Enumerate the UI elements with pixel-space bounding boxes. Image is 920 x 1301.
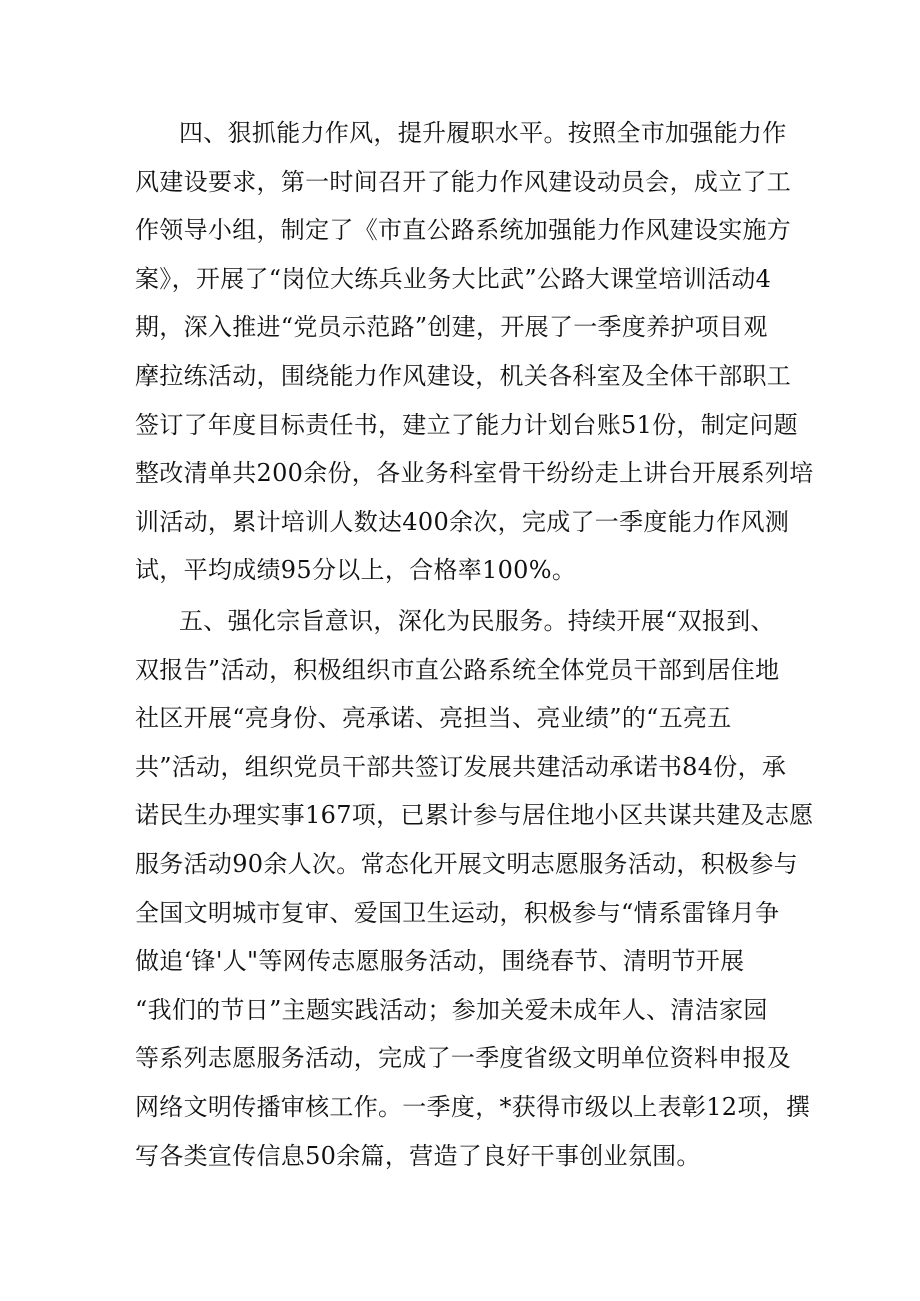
paragraph-line: 风建设要求，第一时间召开了能力作风建设动员会，成立了工: [135, 167, 792, 196]
paragraph-line: 网络文明传播审核工作。一季度，*获得市级以上表彰12项，撰: [135, 1092, 811, 1121]
paragraph-line: 双报告”活动，积极组织市直公路系统全体党员干部到居住地: [135, 655, 780, 684]
paragraph-line: 等系列志愿服务活动，完成了一季度省级文明单位资料申报及: [135, 1044, 792, 1073]
paragraph-line: 共”活动，组织党员干部共签订发展共建活动承诺书84份，承: [135, 752, 787, 781]
paragraph-line: 案》，开展了“岗位大练兵业务大比武”公路大课堂培训活动4: [135, 264, 772, 293]
paragraph-line: 写各类宣传信息50余篇，营造了良好干事创业氛围。: [135, 1141, 701, 1170]
paragraph-line: 服务活动90余人次。常态化开展文明志愿服务活动，积极参与: [135, 849, 798, 878]
paragraph-line: 签订了年度目标责任书，建立了能力计划台账51份，制定问题: [135, 410, 798, 439]
paragraph-line: 作领导小组，制定了《市直公路系统加强能力作风建设实施方: [135, 216, 792, 245]
paragraph-line: 全国文明城市复审、爱国卫生运动，积极参与“情系雷锋月争: [135, 898, 780, 927]
paragraph-line: 摩拉练活动，围绕能力作风建设，机关各科室及全体干部职工: [135, 361, 792, 390]
paragraph-line: 期，深入推进“党员示范路”创建，开展了一季度养护项目观: [135, 313, 768, 342]
paragraph-line: 五、强化宗旨意识，深化为民服务。持续开展“双报到、: [179, 607, 775, 635]
paragraph-line: 试，平均成绩95分以上，合格率100%。: [135, 556, 577, 585]
paragraph-line: 四、狠抓能力作风，提升履职水平。按照全市加强能力作: [179, 119, 787, 147]
paragraph-capability-style: [135, 109, 814, 595]
paragraph-line: “我们的节日”主题实践活动；参加关爱未成年人、清洁家园: [135, 995, 768, 1024]
paragraph-line: 做追‘锋'人"等网传志愿服务活动，围绕春节、清明节开展: [135, 947, 745, 976]
paragraph-line: 社区开展“亮身份、亮承诺、亮担当、亮业绩”的“五亮五: [135, 704, 732, 733]
paragraph-service-purpose: [135, 597, 814, 1180]
paragraph-line: 整改清单共200余份，各业务科室骨干纷纷走上讲台开展系列培: [135, 459, 814, 488]
paragraph-line: 诺民生办理实事167项，已累计参与居住地小区共谋共建及志愿: [135, 801, 814, 830]
paragraph-line: 训活动，累计培训人数达400余次，完成了一季度能力作风测: [135, 507, 790, 536]
